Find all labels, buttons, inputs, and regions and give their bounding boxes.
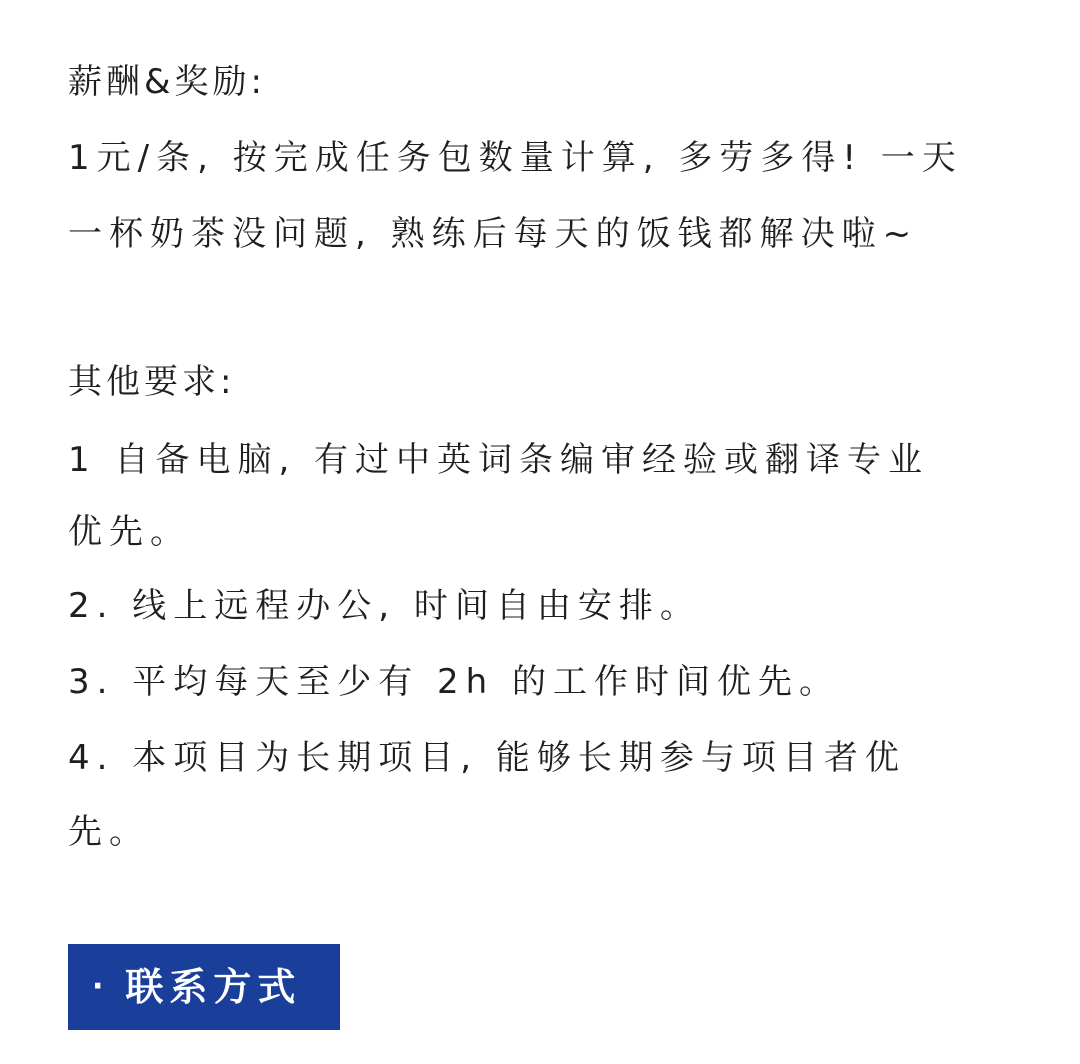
requirement-line-4: 3. 平均每天至少有 2h 的工作时间优先。	[68, 662, 841, 702]
contact-banner	[68, 944, 340, 1030]
requirements-heading: 其他要求:	[68, 362, 236, 402]
contact-bullet: ·	[92, 969, 104, 1004]
salary-line-1: 1元/条, 按完成任务包数量计算, 多劳多得! 一天	[68, 138, 963, 178]
salary-heading: 薪酬&奖励:	[68, 62, 266, 102]
requirement-line-2: 优先。	[68, 512, 191, 552]
requirement-line-3: 2. 线上远程办公, 时间自由安排。	[68, 586, 701, 626]
salary-line-2: 一杯奶茶没问题, 熟练后每天的饭钱都解决啦~	[68, 214, 919, 254]
requirement-line-6: 先。	[68, 812, 150, 852]
contact-label: 联系方式	[125, 965, 302, 1009]
requirement-line-5: 4. 本项目为长期项目, 能够长期参与项目者优	[68, 738, 906, 778]
requirement-line-1: 1 自备电脑, 有过中英词条编审经验或翻译专业	[68, 440, 930, 480]
